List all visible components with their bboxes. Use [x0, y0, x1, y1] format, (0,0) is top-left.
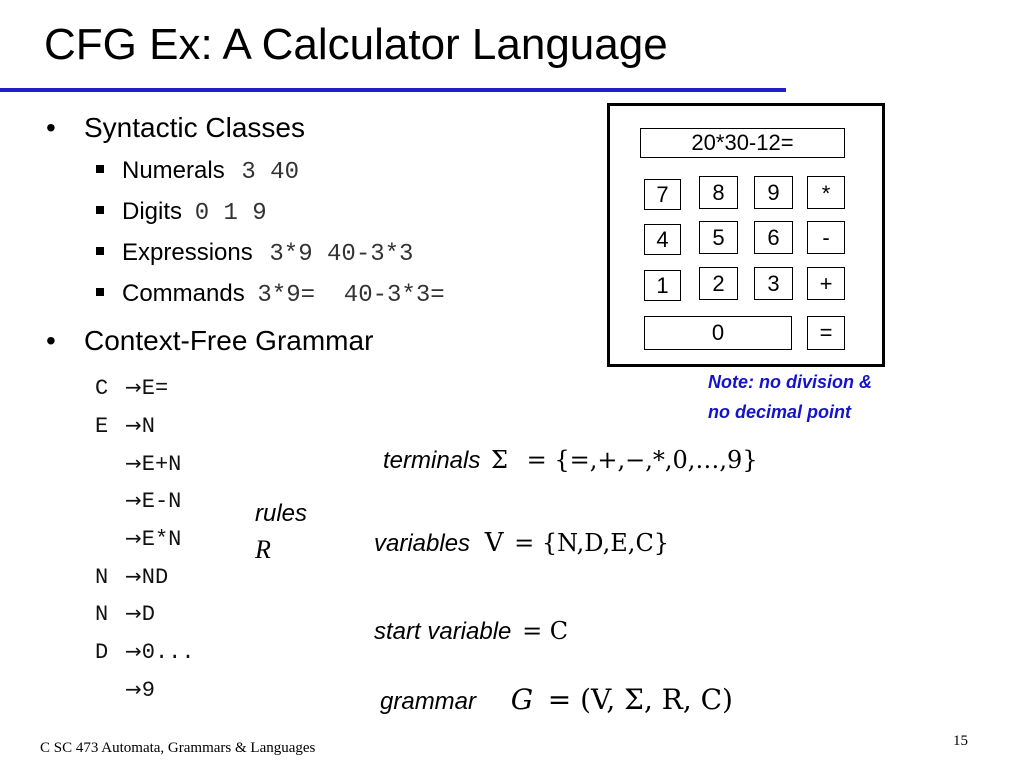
variables-label: variables [374, 530, 471, 557]
bullet-label: Syntactic Classes [84, 112, 305, 143]
grammar-label: grammar [380, 688, 477, 715]
production-row [95, 488, 181, 514]
key-minus[interactable]: - [807, 221, 845, 254]
page-number: 15 [953, 733, 968, 749]
class-label: Commands [122, 280, 245, 307]
square-bullet-icon [96, 165, 104, 173]
production-rhs: E= [141, 376, 169, 401]
production-row [95, 451, 181, 477]
key-4[interactable]: 4 [644, 224, 681, 255]
arrow-icon: → [125, 375, 142, 399]
production-lhs: E [95, 414, 109, 439]
bullet-syntactic-classes [46, 112, 305, 144]
class-item-numerals [96, 157, 299, 186]
bullet-dot: • [46, 325, 56, 356]
calculator-display: 20*30-12= [640, 128, 845, 158]
production-row [95, 564, 168, 590]
square-bullet-icon [96, 206, 104, 214]
production-rhs: E+N [141, 452, 182, 477]
square-bullet-icon [96, 288, 104, 296]
key-equals[interactable]: = [807, 316, 845, 350]
production-rhs: D [141, 602, 155, 627]
start-variable-definition [374, 617, 568, 646]
start-variable-label: start variable [374, 618, 512, 645]
class-item-expressions [96, 239, 413, 268]
variables-value: = {N,D,E,C} [514, 529, 670, 557]
key-9[interactable]: 9 [754, 176, 793, 209]
arrow-icon: → [125, 601, 142, 625]
production-lhs: N [95, 602, 109, 627]
footer-course: C SC 473 Automata, Grammars & Languages [40, 740, 316, 756]
key-6[interactable]: 6 [754, 221, 793, 254]
production-rhs: E-N [141, 489, 182, 514]
production-lhs: D [95, 640, 109, 665]
production-rhs: E*N [141, 527, 182, 552]
class-example: 3*9= 40-3*3= [257, 282, 445, 309]
arrow-icon: → [125, 564, 142, 588]
key-5[interactable]: 5 [699, 221, 738, 254]
variables-symbol: V [484, 528, 504, 558]
bullet-context-free-grammar [46, 325, 373, 357]
terminals-value: = {=,+,−,*,0,…,9} [526, 446, 758, 474]
production-rhs: N [141, 414, 155, 439]
production-lhs: C [95, 376, 109, 401]
bullet-dot: • [46, 112, 56, 143]
slide-title: CFG Ex: A Calculator Language [44, 20, 668, 69]
title-underline [0, 88, 786, 92]
variables-definition [374, 528, 669, 558]
note-line-2: no decimal point [708, 402, 852, 422]
bullet-label: Context-Free Grammar [84, 325, 374, 356]
key-8[interactable]: 8 [699, 176, 738, 209]
key-multiply[interactable]: * [807, 176, 845, 209]
class-item-digits [96, 198, 267, 227]
production-row [95, 677, 155, 703]
terminals-label: terminals [383, 447, 481, 474]
class-example: 0 1 9 [194, 200, 267, 227]
key-plus[interactable]: + [807, 267, 845, 300]
square-bullet-icon [96, 247, 104, 255]
production-row [95, 601, 155, 627]
class-example: 3 40 [241, 159, 299, 186]
grammar-symbol: G [510, 683, 534, 716]
production-row [95, 526, 181, 552]
key-3[interactable]: 3 [754, 267, 793, 300]
terminals-definition [383, 446, 758, 475]
rules-label: rules [255, 500, 308, 527]
grammar-value: = (V, Σ, R, C) [547, 683, 733, 716]
arrow-icon: → [125, 413, 142, 437]
sigma-symbol: Σ [491, 446, 508, 474]
production-rhs: 9 [141, 678, 155, 703]
production-rhs: 0... [141, 640, 195, 665]
start-variable-value: = C [522, 617, 569, 645]
arrow-icon: → [125, 639, 142, 663]
production-rhs: ND [141, 565, 169, 590]
arrow-icon: → [125, 526, 142, 550]
class-example: 3*9 40-3*3 [269, 241, 414, 268]
production-row [95, 413, 155, 439]
arrow-icon: → [125, 451, 142, 475]
production-row [95, 375, 168, 401]
arrow-icon: → [125, 677, 142, 701]
grammar-definition [380, 683, 733, 716]
key-0[interactable]: 0 [644, 316, 792, 350]
key-7[interactable]: 7 [644, 179, 681, 210]
class-label: Expressions [122, 239, 253, 266]
arrow-icon: → [125, 488, 142, 512]
production-row [95, 639, 195, 665]
class-label: Digits [122, 198, 183, 225]
key-2[interactable]: 2 [699, 267, 738, 300]
class-label: Numerals [122, 157, 225, 184]
note-line-1: Note: no division & [708, 372, 872, 392]
production-lhs: N [95, 565, 109, 590]
class-item-commands [96, 280, 445, 309]
rules-symbol: R [255, 535, 271, 564]
key-1[interactable]: 1 [644, 270, 681, 301]
